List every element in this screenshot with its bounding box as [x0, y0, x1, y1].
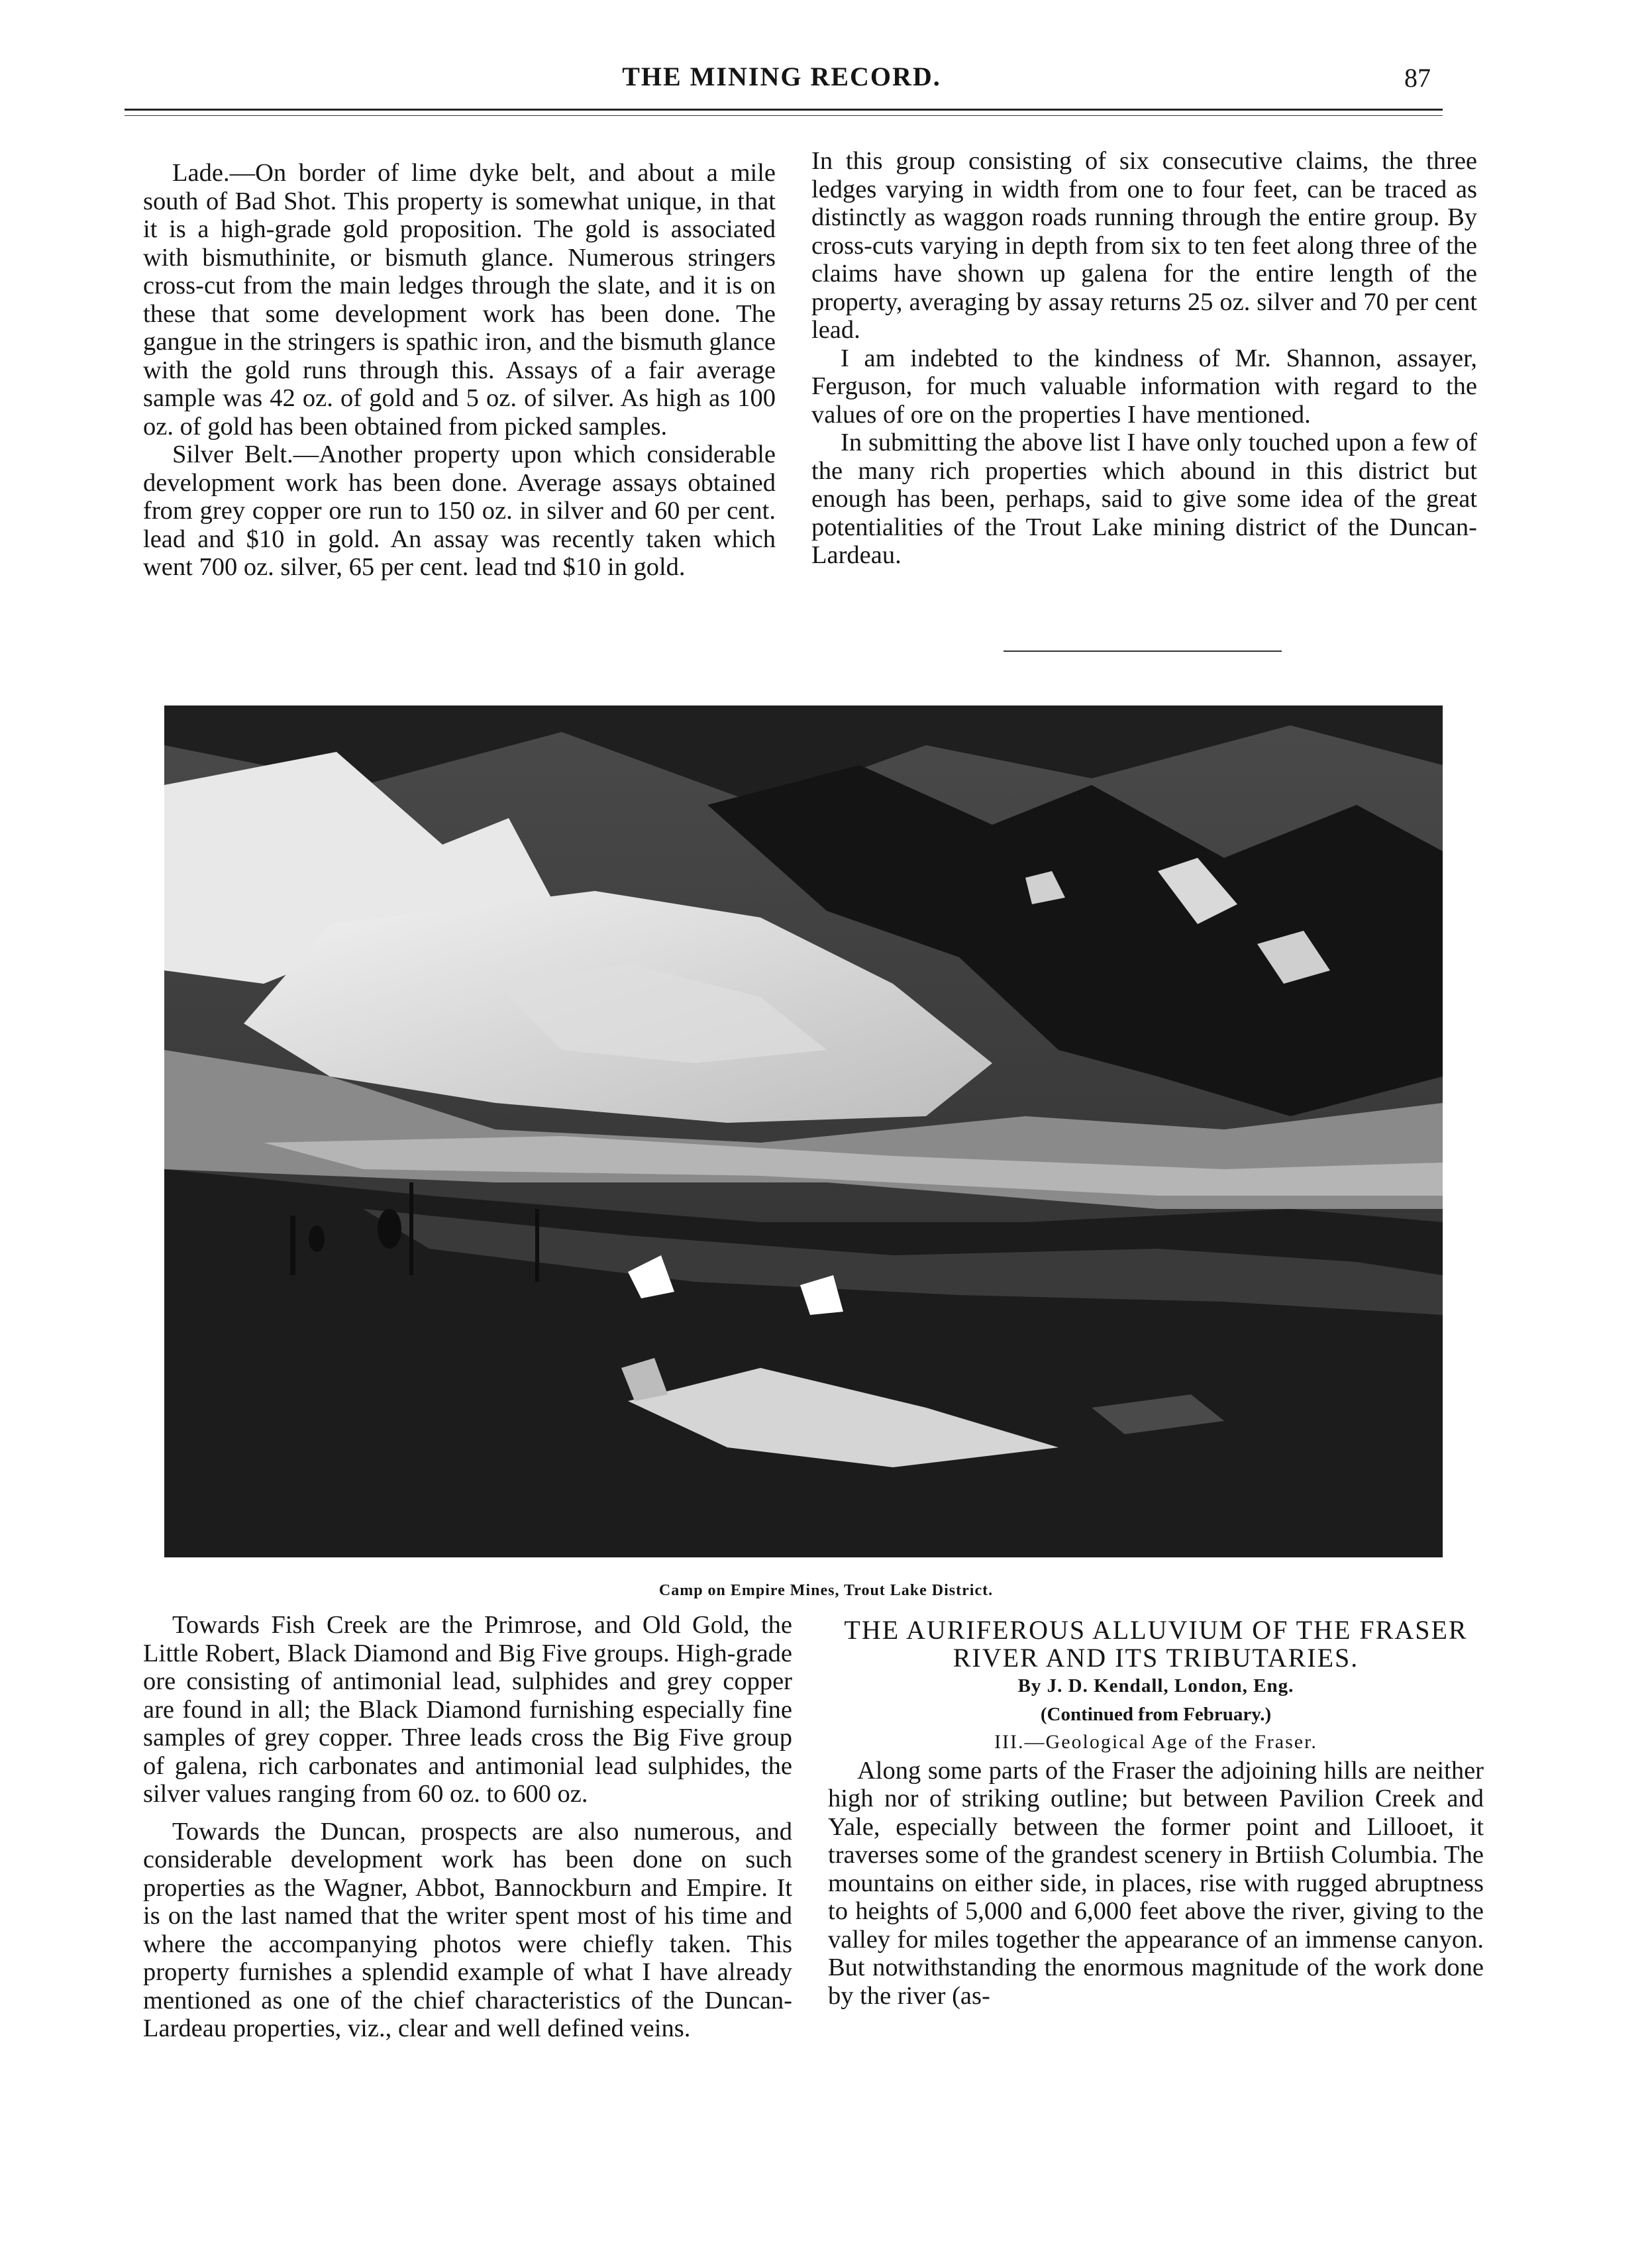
photo-caption: Camp on Empire Mines, Trout Lake District. [658, 1582, 994, 1599]
top-right-column [811, 147, 1477, 570]
page-number: 87 [1404, 63, 1431, 93]
top-left-column [143, 159, 776, 582]
paragraph-fish-creek: Towards Fish Creek are the Primrose, and Old Gold, the Little Robert, Black Diamond and Big Five groups. High-grade ore consisting of antimonial lead, sulphides and grey copper are found in all; the Black Diamond furnishing especially fine samples of grey copper. Three leads cross the Big Five group of galena, rich carbonates and antimonial lead sulphides, the silver values ranging from 60 oz. to 600 oz. [143, 1611, 792, 1808]
section-heading: III.—Geological Age of the Fraser. [994, 1731, 1317, 1753]
page-header [119, 61, 1444, 107]
section-end-rule [1004, 651, 1282, 652]
paragraph-conclusion: In submitting the above list I have only touched upon a few of the many rich properties which abound in this district but enough has been, perhaps, said to give some idea of the great potentialities of the Trout Lake mining district of the Duncan-Lardeau. [811, 429, 1477, 569]
photo-illustration [164, 705, 1443, 1557]
paragraph-lade: Lade.—On border of lime dyke belt, and about a mile south of Bad Shot. This property is somewhat unique, in that it is a high-grade gold proposition. The gold is associated with bismuthinite, or bismuth glance. Numerous stringers cross-cut from the main ledges through the slate, and it is on these that some development work has been done. The gangue in the stringers is spathic iron, and the bismuth glance with the gold runs through this. Assays of a fair average sample was 42 oz. of gold and 5 oz. of silver. As high as 100 oz. of gold has been obtained from picked samples. [143, 159, 776, 441]
continued-note: (Continued from February.) [1040, 1703, 1272, 1725]
paragraph-duncan: Towards the Duncan, prospects are also numerous, and considerable development work has been done on such properties as the Wagner, Abbot, Bannockburn and Empire. It is on the last named that the writer spent most of his time and where the accompanying photos were chiefly taken. This property furnishes a splendid example of what I have already mentioned as one of the chief characteristics of the Duncan-Lardeau properties, viz., clear and well defined veins. [143, 1817, 792, 2042]
mountain-camp-photo [164, 705, 1443, 1557]
header-rule-thin [125, 115, 1443, 116]
header-rule [125, 109, 1443, 111]
bottom-right-column [828, 1616, 1484, 2010]
paragraph-silver-belt: Silver Belt.—Another property upon which considerable development work has been done. Average assays obtained from grey copper ore run to 150 oz. in silver and 60 per cent. lead and $10 in gold. An assay was recently taken which went 700 oz. silver, 65 per cent. lead tnd $10 in gold. [143, 441, 776, 581]
journal-title: THE MINING RECORD. [622, 62, 941, 91]
paragraph-group-claims: In this group consisting of six consecutive claims, the three ledges varying in width from one to four feet, can be traced as distinctly as waggon roads running through the entire group. By cross-cuts varying in depth from six to ten feet along three of the claims have shown up galena for the entire length of the property, averaging by assay returns 25 oz. silver and 70 per cent lead. [811, 147, 1477, 344]
bottom-left-column [143, 1611, 792, 2052]
paragraph-fraser: Along some parts of the Fraser the adjoining hills are neither high nor of striking outline; but between Pavilion Creek and Yale, especially between the former point and Lillooet, it traverses some of the grandest scenery in Brtiish Columbia. The mountains on either side, in places, rise with rugged abruptness to heights of 5,000 and 6,000 feet above the river, giving to the valley for miles together the appearance of an immense canyon. But notwithstanding the enormous magnitude of the work done by the river (as- [828, 1756, 1484, 2010]
article-title: THE AURIFEROUS ALLUVIUM OF THE FRASER RIVER AND ITS TRIBUTARIES. [844, 1615, 1468, 1673]
paragraph-acknowledgement: I am indebted to the kindness of Mr. Shannon, assayer, Ferguson, for much valuable information with regard to the values of ore on the properties I have mentioned. [811, 344, 1477, 429]
article-byline: By J. D. Kendall, London, Eng. [1017, 1675, 1294, 1696]
